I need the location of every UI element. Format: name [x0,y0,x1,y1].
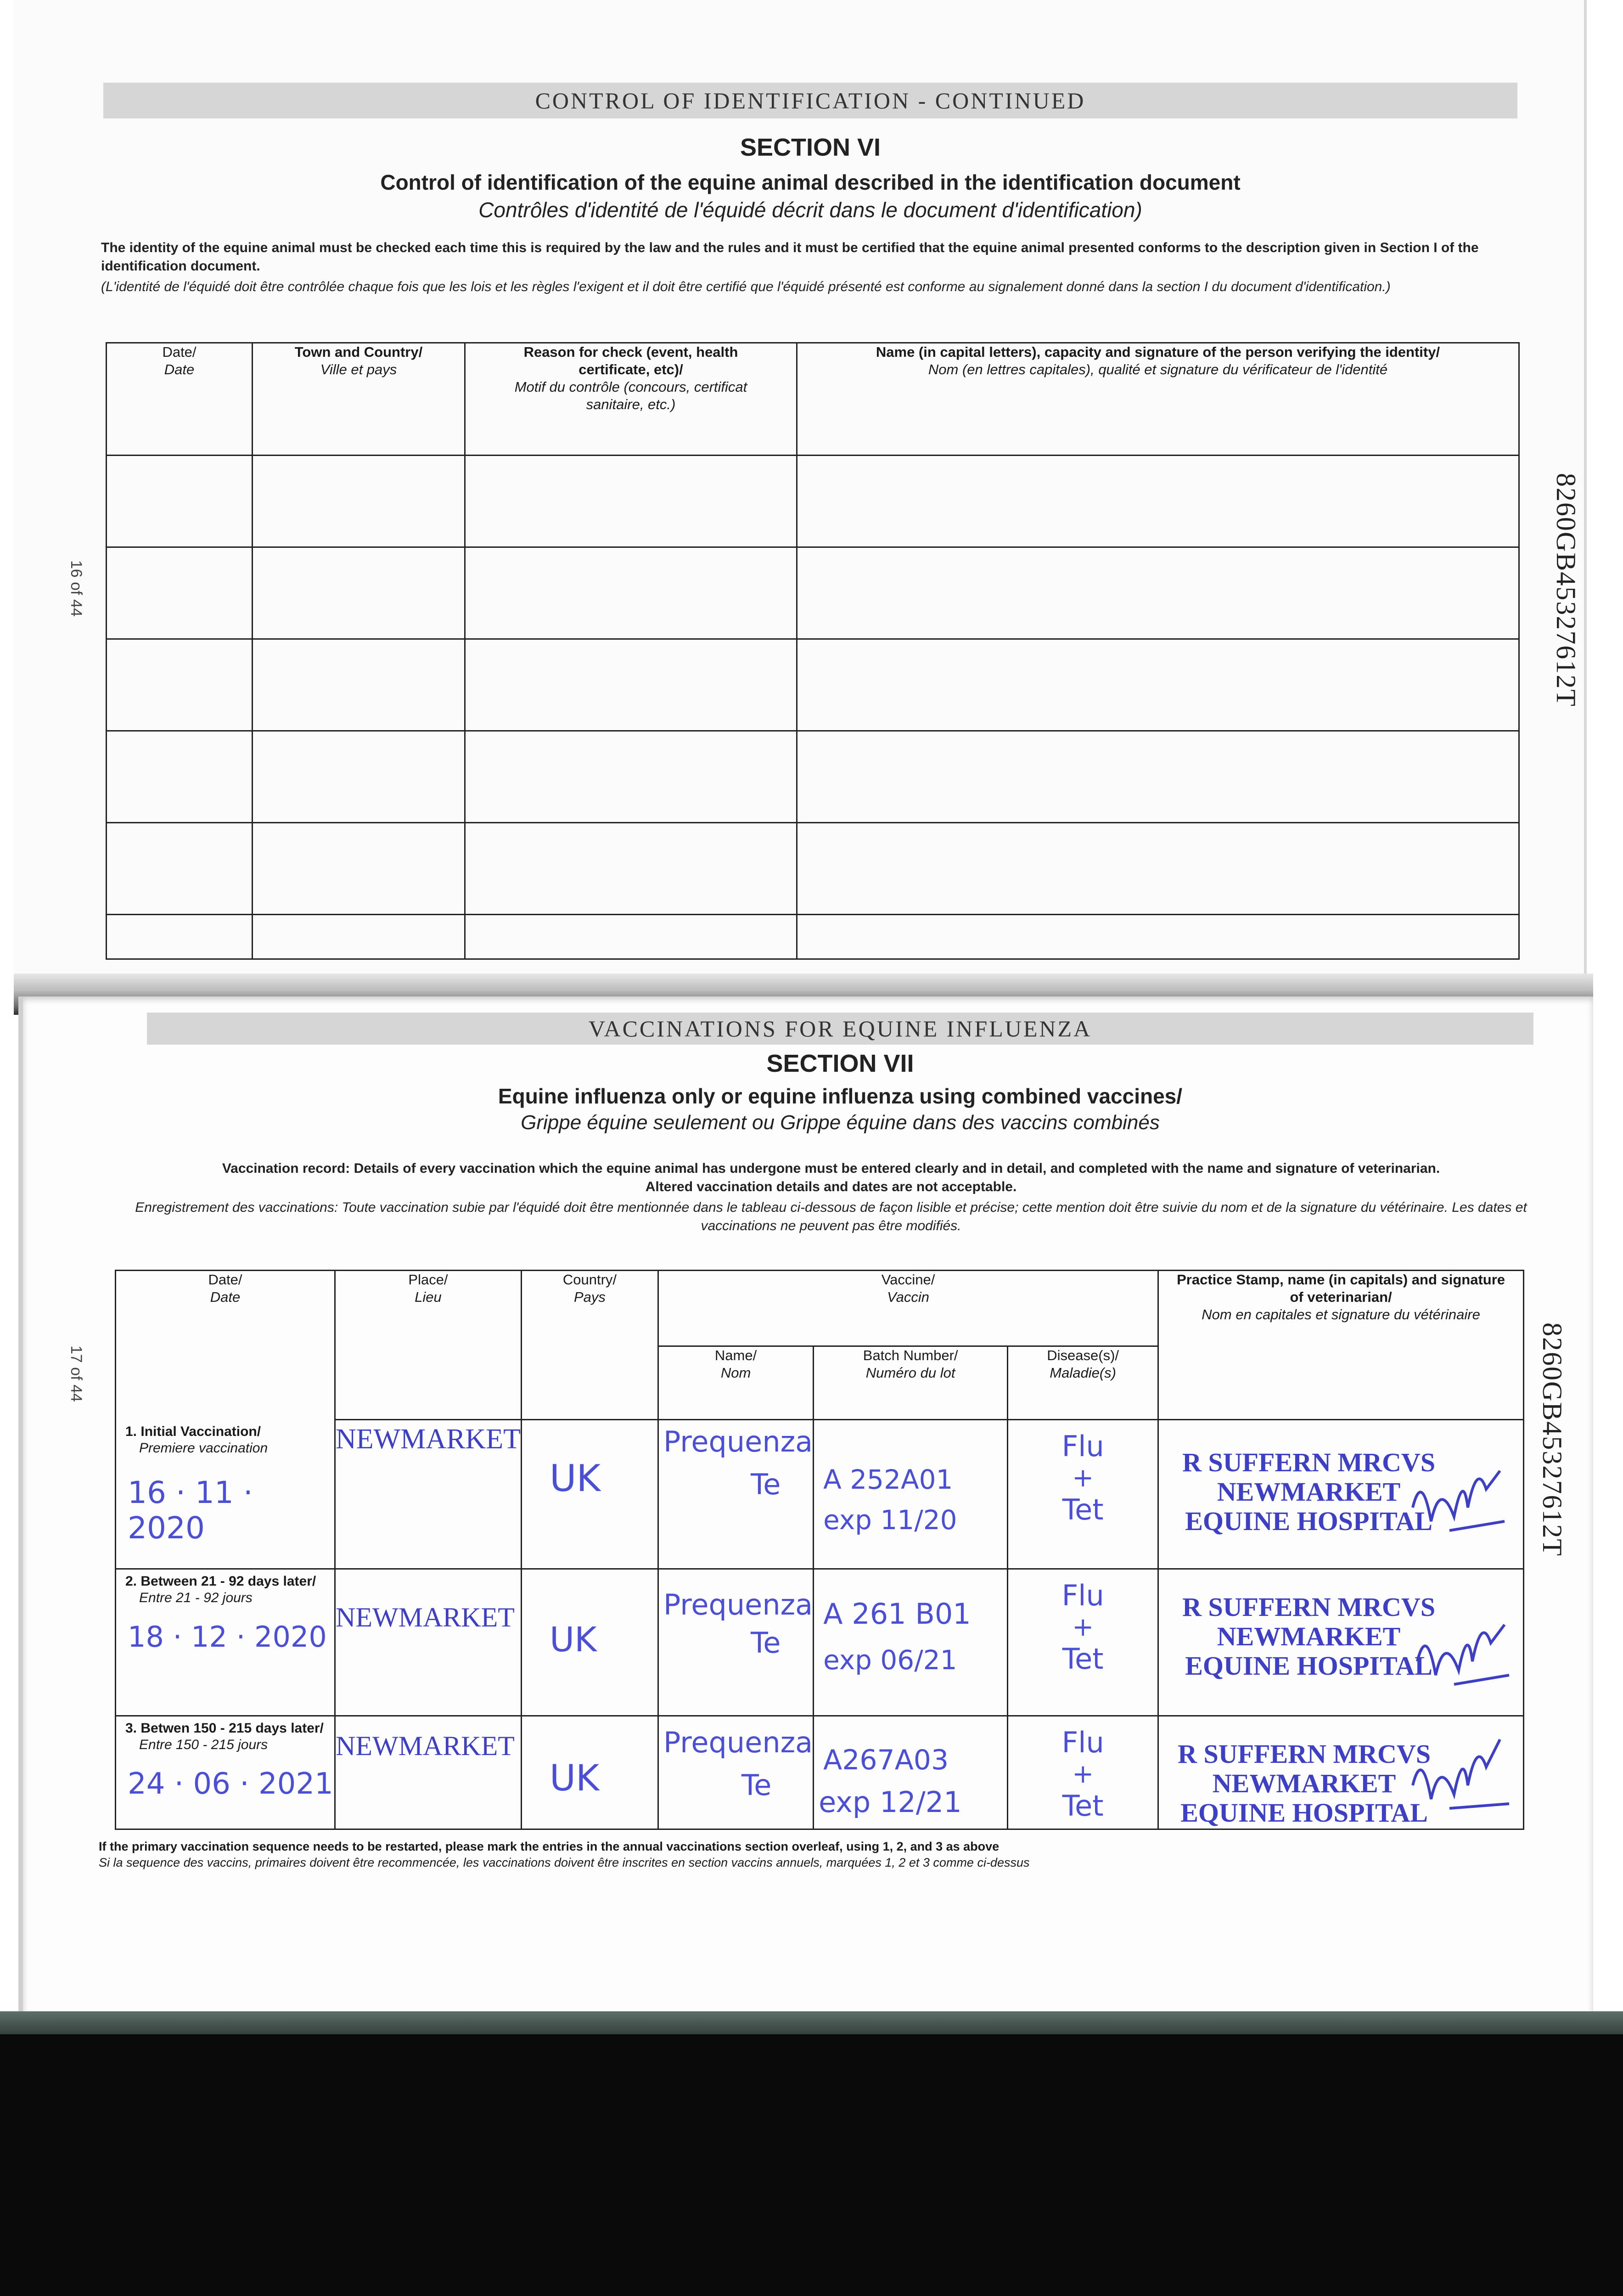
col-verifier [797,343,1519,456]
col-date-fr: Date [210,1289,241,1305]
handwritten-disease: Flu [1061,1429,1104,1463]
handwritten-plus: + [1072,1612,1094,1642]
col-place [335,1271,522,1420]
cell [797,639,1519,731]
section-vi-title: SECTION VI [740,134,881,161]
cell [797,456,1519,547]
cell [107,639,253,731]
signature-icon [1404,1730,1514,1822]
cell [107,456,253,547]
col-disease-en: Disease(s)/ [1047,1347,1119,1363]
col-disease-fr: Maladie(s) [1050,1365,1117,1381]
intro-fr-text: Toute vaccination subie par l'équidé doit être mentionnée dans le tableau ci-dessous de façon lisible et précise; cette mention doit être suivie du nom et de la signature du vétérinaire. Les dates et vaccinations ne peuvent pas être modifiés. [342,1200,1527,1233]
stamp-practice: NEWMARKET [1212,1768,1396,1798]
handwritten-vaccine-name: Prequenza [663,1425,813,1458]
disease-cell [1008,1716,1158,1829]
cell [107,915,253,959]
cell [797,547,1519,639]
col-name-fr: Nom [720,1365,751,1381]
intro-fr-lead: Enregistrement des vaccinations: [135,1200,338,1215]
handwritten-plus: + [1072,1759,1094,1789]
handwritten-disease: Flu [1061,1579,1104,1612]
cell [253,731,465,823]
handwritten-disease-2: Tet [1062,1789,1104,1823]
signature-icon [1408,1606,1514,1698]
footnote-en: If the primary vaccination sequence needs to be restarted, please mark the entries in the annual vaccinations section overleaf, using 1, 2, and 3 as above [99,1840,1000,1853]
country-cell [521,1569,658,1716]
col-date [116,1271,335,1420]
handwritten-batch: A267A03 [823,1744,949,1776]
handwritten-expiry: exp 11/20 [823,1504,957,1536]
row-label-fr: Entre 21 - 92 jours [139,1590,253,1605]
col-reason-fr: Motif du contrôle (concours, certificat sanitaire, etc.) [514,379,747,412]
handwritten-disease-2: Tet [1062,1642,1104,1676]
cell [797,823,1519,915]
section-vii-banner [147,1013,1533,1045]
col-country-fr: Pays [573,1289,606,1305]
section-vi-subtitle-fr: Contrôles d'identité de l'équidé décrit dans le document d'identification) [478,198,1142,222]
handwritten-plus: + [1072,1463,1094,1493]
col-place-en: Place/ [408,1272,448,1288]
handwritten-disease-2: Tet [1062,1493,1104,1526]
cell [253,639,465,731]
row-label: 3. Betwen 150 - 215 days later/ [125,1721,324,1736]
handwritten-disease: Flu [1061,1726,1104,1759]
stamp-vet-name: R SUFFERN MRCVS [1182,1447,1436,1477]
stamp-place: NEWMARKET [336,1424,521,1455]
col-reason [465,343,797,456]
section-vii-subtitle-fr: Grippe équine seulement ou Grippe équine dans des vaccins combinés [521,1111,1160,1134]
vaccine-name-cell [658,1716,813,1829]
cell [253,547,465,639]
row-label-fr: Premiere vaccination [139,1440,268,1456]
handwritten-date: 16 · 11 · 2020 [128,1474,253,1546]
cell [465,915,797,959]
section-vii-subtitle-en: Equine influenza only or equine influenza using combined vaccines/ [498,1084,1183,1108]
intro-text: Details of every vaccination which the equine animal has undergone must be entered clearly and in detail, and completed with the name and signature of veterinarian. [354,1161,1440,1176]
country-cell [521,1420,658,1569]
col-stamp [1158,1271,1524,1420]
handwritten-vaccine-suffix: Te [750,1626,781,1660]
table-row [116,1420,1524,1569]
table-row [116,1716,1524,1829]
col-stamp-en: Practice Stamp, name (in capitals) and signature of veterinarian/ [1177,1272,1505,1305]
stamp-cell [1158,1569,1524,1716]
date-cell [116,1716,335,1829]
handwritten-expiry: exp 12/21 [819,1785,962,1819]
place-cell [335,1569,522,1716]
cell [797,731,1519,823]
col-stamp-fr: Nom en capitales et signature du vétérinaire [1202,1306,1480,1322]
date-cell [116,1420,335,1569]
banner-text: CONTROL OF IDENTIFICATION - CONTINUED [535,88,1086,113]
section-vii-intro-en [129,1159,1533,1196]
handwritten-date: 24 · 06 · 2021 [128,1767,333,1801]
cell [465,456,797,547]
handwritten-vaccine-suffix: Te [741,1768,772,1802]
batch-cell [814,1569,1008,1716]
passport-code-bottom: 8260GB45327612T [1537,1322,1567,1557]
col-disease [1008,1346,1158,1420]
passport-code-top: 8260GB45327612T [1551,473,1581,707]
col-verifier-en: Name (in capital letters), capacity and signature of the person verifying the identity/ [876,344,1440,360]
stamp-cell [1158,1716,1524,1829]
col-place-fr: Lieu [415,1289,442,1305]
cell [465,823,797,915]
vaccine-name-cell [658,1420,813,1569]
row-label: 2. Between 21 - 92 days later/ [125,1574,316,1589]
handwritten-batch: A 261 B01 [823,1597,971,1631]
col-date [107,343,253,456]
disease-cell [1008,1569,1158,1716]
intro-text-2: Altered vaccination details and dates are not acceptable. [645,1179,1017,1194]
stamp-hospital: EQUINE HOSPITAL [1180,1798,1428,1828]
batch-cell [814,1716,1008,1829]
disease-cell [1008,1420,1158,1569]
col-batch [814,1346,1008,1420]
col-name-en: Name/ [714,1347,757,1363]
page-number-17: 17 of 44 [67,1345,85,1402]
row-label-fr: Entre 150 - 215 jours [139,1737,268,1752]
col-country-en: Country/ [562,1272,617,1288]
stamp-vet-name: R SUFFERN MRCVS [1178,1739,1431,1769]
vaccination-table [115,1270,1524,1830]
col-town [253,343,465,456]
batch-cell [814,1420,1008,1569]
cell [253,823,465,915]
stamp-vet-name: R SUFFERN MRCVS [1182,1592,1436,1622]
handwritten-expiry: exp 06/21 [823,1644,957,1676]
col-vaccine [658,1271,1158,1346]
col-date-en: Date/ [208,1272,242,1288]
cell [465,731,797,823]
section-vi-intro-en: The identity of the equine animal must be checked each time this is required by the law and the rules and it must be certified that the equine animal presented conforms to the description given in Section I of the identification document. [101,240,1479,274]
section-vii-intro-fr [124,1199,1538,1235]
col-vaccine-name [658,1346,813,1420]
col-vaccine-fr: Vaccin [887,1289,929,1305]
handwritten-vaccine-name: Prequenza [663,1726,813,1759]
col-reason-en: Reason for check (event, health certificate, etc)/ [523,344,738,377]
stamp-practice: NEWMARKET [1217,1477,1401,1507]
cell [253,456,465,547]
cell [107,547,253,639]
section-vi-intro-fr: (L'identité de l'équidé doit être contrôlée chaque fois que les lois et les règles l'exigent et il doit être certifié que l'équidé présenté est conforme au signalement donné dans la section I du document d'identification.) [101,279,1391,294]
col-batch-fr: Numéro du lot [865,1365,955,1381]
date-cell [116,1569,335,1716]
stamp-place: NEWMARKET [336,1602,515,1632]
handwritten-vaccine-name: Prequenza [663,1588,813,1621]
section-vi-banner [103,83,1517,118]
table-row [116,1569,1524,1716]
cell [253,915,465,959]
stamp-cell [1158,1420,1524,1569]
col-vaccine-en: Vaccine/ [881,1272,935,1288]
stamp-place: NEWMARKET [336,1731,515,1761]
page-number-16: 16 of 44 [67,560,85,617]
signature-icon [1404,1452,1509,1544]
stamp-hospital: EQUINE HOSPITAL [1185,1651,1432,1681]
cell [107,731,253,823]
handwritten-batch: A 252A01 [823,1464,953,1495]
cell [465,547,797,639]
country-cell [521,1716,658,1829]
col-batch-en: Batch Number/ [863,1347,958,1363]
cell [465,639,797,731]
handwritten-country: UK [549,1620,597,1660]
col-town-fr: Ville et pays [320,361,397,377]
handwritten-country: UK [549,1457,601,1500]
row-label: 1. Initial Vaccination/ [125,1424,261,1439]
col-verifier-fr: Nom (en lettres capitales), qualité et signature du vérificateur de l'identité [928,361,1388,377]
col-town-en: Town and Country/ [294,344,423,360]
col-date-en: Date/ [162,344,197,360]
col-country [521,1271,658,1420]
scan-background [0,2034,1623,2296]
vaccine-name-cell [658,1569,813,1716]
section-vii-title: SECTION VII [766,1050,914,1077]
banner-text: VACCINATIONS FOR EQUINE INFLUENZA [588,1016,1092,1041]
place-cell [335,1716,522,1829]
section-vi-subtitle-en: Control of identification of the equine animal described in the identification document [380,170,1241,194]
col-date-fr: Date [164,361,195,377]
cell [797,915,1519,959]
stamp-hospital: EQUINE HOSPITAL [1185,1506,1432,1536]
intro-lead: Vaccination record: [222,1161,350,1176]
footnote-fr: Si la sequence des vaccins, primaires doivent être recommencée, les vaccinations doivent être inscrites en section vaccins annuels, marquées 1, 2 et 3 comme ci-dessus [99,1856,1030,1869]
stamp-practice: NEWMARKET [1217,1621,1401,1651]
handwritten-vaccine-suffix: Te [750,1468,781,1501]
handwritten-date: 18 · 12 · 2020 [128,1620,327,1654]
cell [107,823,253,915]
handwritten-country: UK [549,1758,600,1799]
identity-check-table [106,342,1520,960]
place-cell [335,1420,522,1569]
